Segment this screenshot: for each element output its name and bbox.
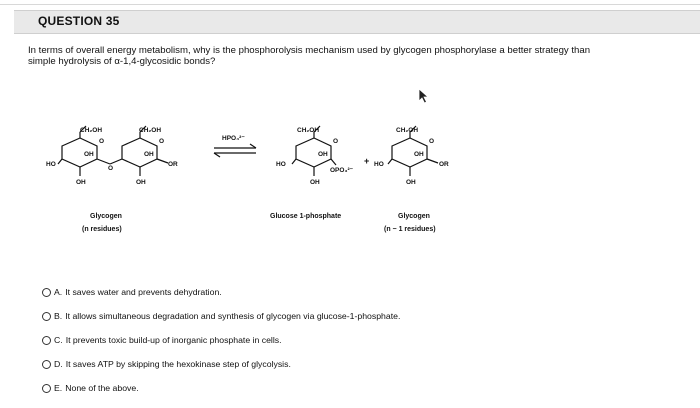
g1p-ch2oh: CH₂OH <box>297 127 320 134</box>
question-title: QUESTION 35 <box>38 14 120 28</box>
g1p-oh-bottom: OH <box>310 179 320 186</box>
radio-button[interactable] <box>42 360 51 369</box>
equilibrium-arrows <box>214 144 256 157</box>
option-letter: C. <box>54 335 63 345</box>
g1p-name: Glucose 1-phosphate <box>270 213 342 220</box>
option-d[interactable] <box>42 352 400 376</box>
ring-oxygen: O <box>159 138 165 145</box>
glycogen-right-residues: (n − 1 residues) <box>384 226 436 233</box>
option-b[interactable] <box>42 304 400 328</box>
glycogen-left-oh-bottom-2: OH <box>136 179 146 186</box>
glycogen-left-oh-1: OH <box>84 151 94 158</box>
ring-oxygen: O <box>99 138 105 145</box>
option-e[interactable] <box>42 376 400 400</box>
radio-button[interactable] <box>42 336 51 345</box>
question-text-line-1: In terms of overall energy metabolism, why is the phosphorolysis mechanism used by glycogen phosphorylase a better strategy than <box>28 45 591 56</box>
g1p-oh: OH <box>318 151 328 158</box>
option-text: It saves ATP by skipping the hexokinase step of glycolysis. <box>65 359 291 369</box>
g1p-opo3: OPO₃²⁻ <box>330 167 354 174</box>
ring-oxygen: O <box>429 138 435 145</box>
glycogen-left-residues: (n residues) <box>82 226 122 233</box>
glycogen-left-oh-2: OH <box>144 151 154 158</box>
radio-button[interactable] <box>42 312 51 321</box>
option-letter: A. <box>54 287 63 297</box>
option-c[interactable] <box>42 328 400 352</box>
radio-button[interactable] <box>42 384 51 393</box>
ring-oxygen: O <box>333 138 339 145</box>
option-a[interactable] <box>42 280 400 304</box>
question-text-line-2: simple hydrolysis of α-1,4-glycosidic bonds? <box>28 56 216 67</box>
phosphate-label: HPO₄²⁻ <box>222 135 245 142</box>
glycogen-left-ch2oh-1: CH₂OH <box>80 127 103 134</box>
glycogen-right-ch2oh: CH₂OH <box>396 127 419 134</box>
glycogen-left-name: Glycogen <box>90 213 122 220</box>
option-letter: E. <box>54 383 63 393</box>
option-text: It prevents toxic build-up of inorganic phosphate in cells. <box>65 335 282 345</box>
glycogen-right-name: Glycogen <box>398 213 430 220</box>
plus-sign: + <box>364 156 370 166</box>
glycogen-right-oh: OH <box>414 151 424 158</box>
option-text: It saves water and prevents dehydration. <box>65 287 222 297</box>
glycogen-right-ho: HO <box>374 161 384 168</box>
glycogen-left-ho: HO <box>46 161 56 168</box>
option-text: None of the above. <box>65 383 139 393</box>
glycogen-left-ch2oh-2: CH₂OH <box>139 127 162 134</box>
glycogen-right-or: OR <box>439 161 449 168</box>
glycogen-right-oh-bottom: OH <box>406 179 416 186</box>
bridge-oxygen: O <box>108 165 114 172</box>
radio-button[interactable] <box>42 288 51 297</box>
option-text: It allows simultaneous degradation and synthesis of glycogen via glucose-1-phosphate. <box>65 311 401 321</box>
glycogen-left-oh-bottom-1: OH <box>76 179 86 186</box>
answer-options <box>42 280 400 400</box>
option-letter: D. <box>54 359 63 369</box>
glycogen-left-or: OR <box>168 161 178 168</box>
option-letter: B. <box>54 311 63 321</box>
g1p-ho: HO <box>276 161 286 168</box>
